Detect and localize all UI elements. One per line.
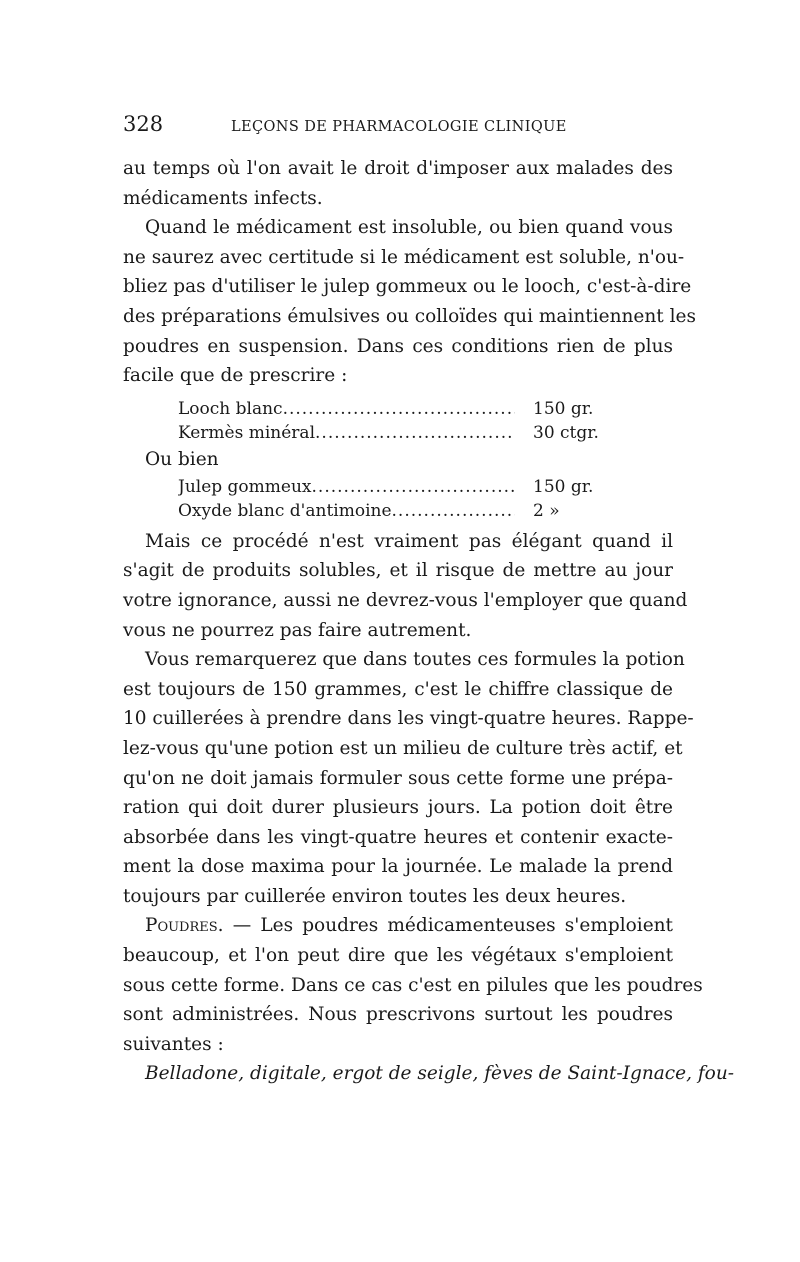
text-line: Mais ce procédé n'est vraiment pas élégant quand il (145, 530, 673, 552)
text-line: s'agit de produits solubles, et il risque de mettre au jour (123, 560, 673, 582)
paragraph-4 (123, 645, 694, 911)
text-line: suivantes : (123, 1033, 224, 1055)
text-line: Quand le médicament est insoluble, ou bien quand vous (145, 217, 673, 239)
text-line: Belladone, digitale, ergot de seigle, fèves de Saint-Ignace, fou- (145, 1063, 734, 1085)
dot-leader (312, 475, 515, 499)
text-line: qu'on ne doit jamais formuler sous cette forme une prépa- (123, 767, 673, 789)
text-line: Vous remarquerez que dans toutes ces formules la potion (145, 649, 685, 671)
text-line: bliez pas d'utiliser le julep gommeux ou le looch, c'est-à-dire (123, 276, 692, 298)
prescription-row (123, 421, 628, 445)
text-line: toujours par cuillerée environ toutes les deux heures. (123, 885, 627, 907)
dot-leader (283, 397, 515, 421)
prescription-row (123, 499, 628, 523)
text-line: ment la dose maxima pour la journée. Le malade la prend (123, 856, 673, 878)
text-line: poudres en suspension. Dans ces conditions rien de plus (123, 335, 673, 357)
paragraph-5 (123, 911, 703, 1059)
running-head (123, 112, 673, 142)
prescription-row (123, 397, 628, 421)
dot-leader (315, 421, 515, 445)
ingredient-name: Oxyde blanc d'antimoine (178, 500, 392, 521)
text-line: 10 cuillerées à prendre dans les vingt-quatre heures. Rappe- (123, 708, 694, 730)
text-line: absorbée dans les vingt-quatre heures et contenir exacte- (123, 826, 673, 848)
text-line: votre ignorance, aussi ne devrez-vous l'employer que quand (123, 589, 688, 611)
ingredient-quantity: 150 gr. (533, 398, 594, 419)
ingredient-quantity: 2 » (533, 500, 560, 521)
prescription-1 (123, 397, 673, 445)
page-number: 328 (123, 112, 164, 136)
text-line (123, 911, 673, 941)
ingredient-name: Julep gommeux (178, 476, 312, 497)
ingredient-quantity: 150 gr. (533, 476, 594, 497)
or-label: Ou bien (145, 448, 219, 470)
section-heading: Poudres. (145, 915, 224, 937)
dot-leader (392, 499, 515, 523)
ingredient-quantity: 30 ctgr. (533, 422, 599, 443)
prescription-2 (123, 475, 673, 523)
text-fragment: — Les poudres médicamenteuses s'emploient (223, 915, 673, 937)
ingredient-name: Kermès minéral (178, 422, 316, 443)
text-line: sous cette forme. Dans ce cas c'est en pilules que les poudres (123, 974, 703, 996)
text-line: des préparations émulsives ou colloïdes qui maintiennent les (123, 305, 696, 327)
prescription-row (123, 475, 628, 499)
text-line: vous ne pourrez pas faire autrement. (123, 619, 472, 641)
text-line: lez-vous qu'une potion est un milieu de culture très actif, et (123, 737, 683, 759)
text-line: sont administrées. Nous prescrivons surtout les poudres (123, 1004, 673, 1026)
text-line: beaucoup, et l'on peut dire que les végétaux s'emploient (123, 945, 673, 967)
running-title: LEÇONS DE PHARMACOLOGIE CLINIQUE (231, 119, 567, 135)
ingredient-name: Looch blanc (178, 398, 283, 419)
text-line: au temps où l'on avait le droit d'imposer aux malades des (123, 158, 673, 179)
paragraph-3 (123, 527, 688, 645)
text-line: facile que de prescrire : (123, 365, 348, 387)
text-line: médicaments infects. (123, 187, 323, 209)
text-line: ration qui doit durer plusieurs jours. La potion doit être (123, 797, 673, 819)
paragraph-2 (123, 213, 696, 391)
text-line: ne saurez avec certitude si le médicament est soluble, n'ou- (123, 246, 685, 268)
paragraph-1 (123, 154, 673, 213)
paragraph-6 (123, 1059, 734, 1089)
text-line: est toujours de 150 grammes, c'est le chiffre classique de (123, 678, 673, 700)
book-page (123, 112, 734, 1089)
